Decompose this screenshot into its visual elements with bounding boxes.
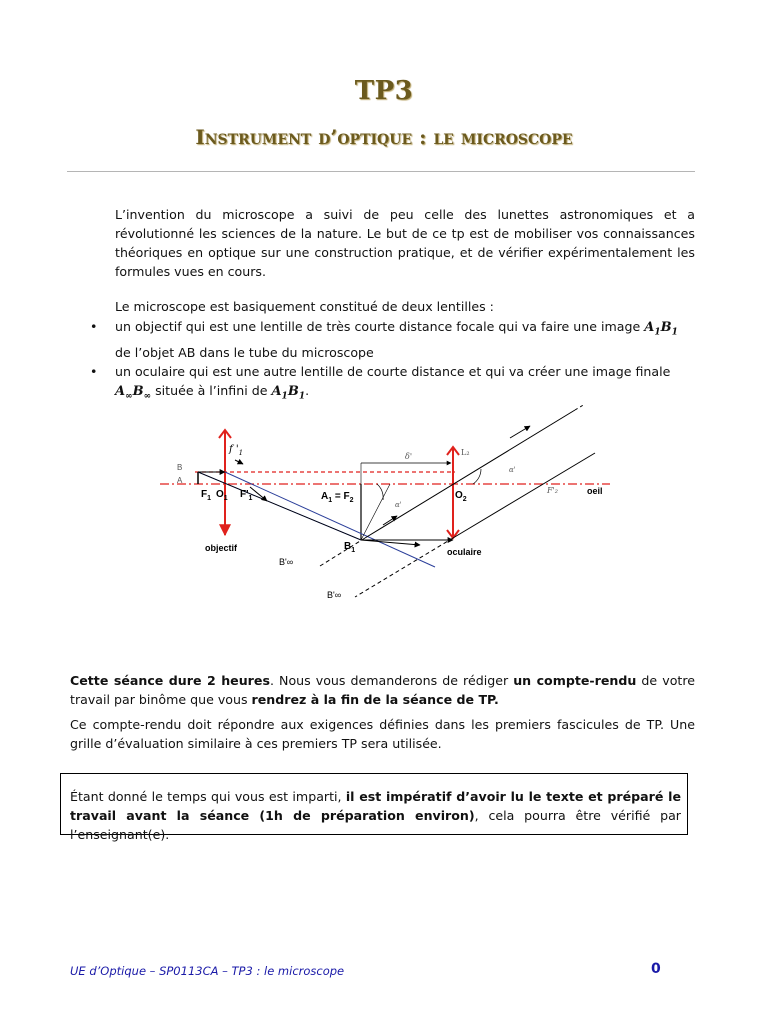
- label-b-inf-1: B'∞: [279, 557, 294, 567]
- ray-emergent: [453, 453, 595, 538]
- page-footer: UE d’Optique – SP0113CA – TP3 : le microscope: [70, 964, 345, 978]
- label-l2: L₂: [461, 448, 470, 457]
- math-a1b1: $A_1B_1$: [271, 383, 306, 402]
- bullet-marker: •: [90, 319, 98, 334]
- label-oculaire: oculaire: [447, 547, 482, 557]
- session-paragraph: Cette séance dure 2 heures. Nous vous demanderons de rédiger un compte-rendu de votre travail par binôme que vous rendrez à la fin de la séance de TP.: [70, 673, 695, 707]
- label-a: A: [177, 476, 183, 485]
- list-item-text: un objectif qui est une lentille de très courte distance focale qui va faire une image: [115, 319, 645, 334]
- ray: [225, 472, 435, 567]
- ray-emergent: [365, 410, 575, 538]
- ray: [361, 540, 420, 545]
- lenses-intro: Le microscope est basiquement constitué de deux lentilles :: [115, 299, 494, 314]
- page-title: TP3: [354, 76, 414, 106]
- list-item-text: un oculaire qui est une autre lentille de courte distance et qui va créer une image finale: [115, 363, 671, 379]
- label-alpha-2: α': [509, 466, 516, 474]
- label-f1-focal: f '$_1$: [229, 444, 244, 457]
- math-ainf-binf: $A_\infty B_\infty$: [115, 383, 152, 402]
- label-delta: δ': [405, 452, 413, 461]
- label-f2-prime: F'₂: [547, 486, 558, 495]
- label-b1: $B_1$: [344, 541, 356, 554]
- page-subtitle: Instrument d’optique : le microscope: [195, 125, 573, 149]
- list-item-text: située à l’infini de: [151, 382, 272, 398]
- math-a1b1: $A_1B_1$: [644, 320, 678, 338]
- label-b-inf-2: B'∞: [327, 590, 342, 600]
- intro-paragraph: L’invention du microscope a suivi de peu celle des lunettes astronomiques et a révolutionné les sciences de la nature. Le but de ce tp est de mobiliser vos connaissances théoriques en optique sur une construction pratique, et de vérifier expérimentalement les formules vues en cours.: [115, 207, 695, 279]
- label-f1-prime: $F'_1$: [240, 489, 253, 502]
- label-o1: $O_1$: [216, 489, 228, 502]
- label-f1: $F_1$: [201, 489, 212, 502]
- label-a1-f2: $A_1 = F_2$: [321, 491, 354, 504]
- label-o2: $O_2$: [455, 490, 467, 503]
- label-objectif: objectif: [205, 543, 238, 553]
- ray: [198, 472, 361, 540]
- title-divider: [67, 171, 695, 172]
- list-item-text: de l’objet AB dans le tube du microscope: [115, 344, 374, 360]
- report-paragraph: Ce compte-rendu doit répondre aux exigences définies dans les premiers fascicules de TP. Une grille d’évaluation similaire à ces premiers TP sera utilisée.: [70, 717, 695, 751]
- label-b: B: [177, 463, 183, 472]
- label-oeil: oeil: [587, 486, 603, 496]
- list-item: [90, 317, 695, 362]
- preparation-notice: Étant donné le temps qui vous est imparti, il est impératif d’avoir lu le texte et préparé le travail avant la séance (1h de préparation environ), cela pourra être vérifié par l’enseignant(e).: [60, 773, 688, 835]
- microscope-ray-diagram: [155, 405, 615, 605]
- label-alpha: α': [395, 501, 402, 509]
- page-number: 0: [651, 961, 661, 977]
- list-item: • un oculaire qui est une autre lentille de courte distance et qui va créer une image finale $A_\infty B_\infty$ située à l’infini de $A_1B_1$.: [90, 363, 671, 402]
- lens-list: [90, 317, 695, 406]
- bullet-marker: •: [90, 363, 98, 379]
